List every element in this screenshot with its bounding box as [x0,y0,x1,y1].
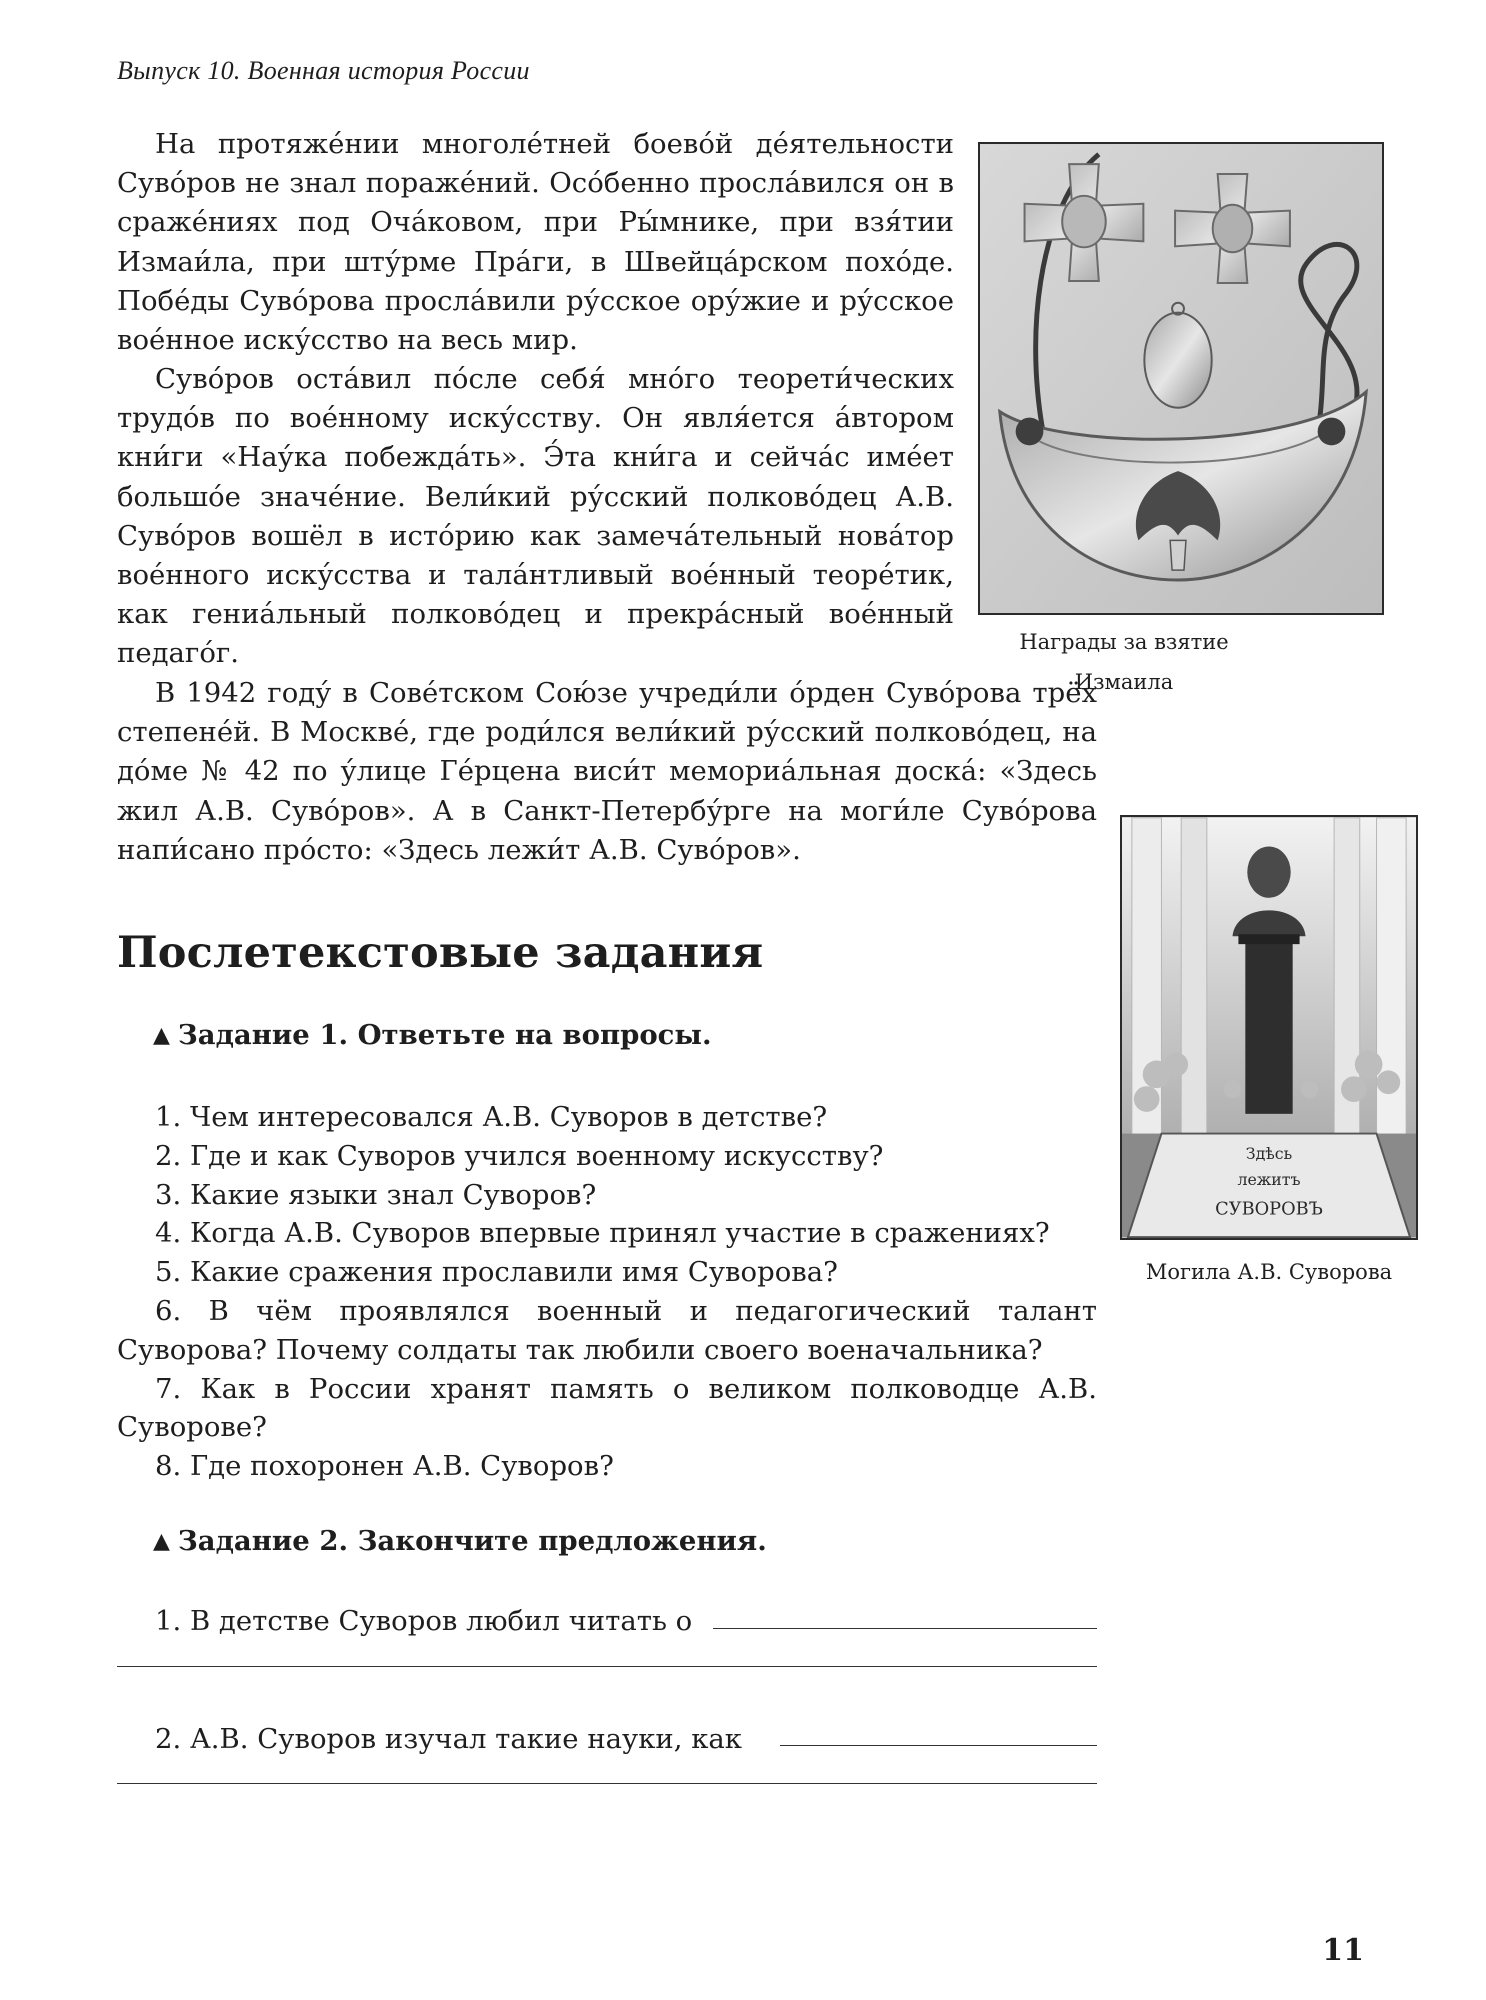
question-6: 6. В чём проявлялся военный и педагогический талант Суворова? Почему солдаты так любили своего военачальника? [117,1294,1097,1366]
task-1-heading [153,1019,712,1051]
question-7: 7. Как в России хранят память о великом полководце А.В. Суворове? [117,1372,1097,1444]
question-3: 3. Какие языки знал Суворов? [155,1178,597,1211]
triangle-icon: ▲ [153,1022,170,1048]
section-title: Послетекстовые задания [117,928,764,978]
answer-line-2a[interactable] [780,1745,1097,1746]
sentence-1: 1. В детстве Суворов любил читать о [155,1605,693,1637]
paragraph-3: В 1942 году́ в Сове́тском Сою́зе учреди́ли о́рден Суво́рова трёх степене́й. В Москве́, где роди́лся вели́кий ру́сский полково́дец, на до́ме № 42 по у́лице Ге́рцена виси́т мемориа́льная доска́: «Здесь жил А.В. Суво́ров». А в Санкт-Петербу́рге на моги́ле Суво́рова напи́сано про́сто: «Здесь лежи́т А.В. Суво́ров». [117,677,1097,866]
task-1-heading-text: Задание 1. Ответьте на вопросы. [177,1019,712,1051]
awards-caption-line-1: Награды за взятие [1019,630,1229,654]
grave-photo [1120,815,1418,1240]
question-8: 8. Где похоронен А.В. Суворов? [155,1450,614,1483]
paragraph-2: Суво́ров оста́вил по́сле себя́ мно́го теорети́ческих трудо́в по вое́нному иску́сству. Он явля́ется а́втором кни́ги «Нау́ка побежда́ть». Э́та кни́га и сейча́с име́ет большо́е значе́ние. Вели́кий ру́сский полково́дец А.В. Суво́ров вошёл в исто́рию как замеча́тельный нова́тор вое́нного иску́сства и тала́нтливый вое́нный теоре́тик, как гениа́льный полково́дец и прекра́сный вое́нный педаго́г. [117,363,954,670]
grave-inscription-line-2: лежитъ [1237,1169,1301,1189]
awards-caption-line-2: Измаила [1074,670,1174,694]
awards-photo-image [980,144,1382,613]
answer-line-2b[interactable] [117,1783,1097,1784]
answer-line-1b[interactable] [117,1666,1097,1667]
running-head: Выпуск 10. Военная история России [117,56,530,85]
awards-photo [978,142,1384,615]
paragraph-1: На протяже́нии многоле́тней боево́й де́ятельности Суво́ров не знал пораже́ний. Осо́бенно просла́вился он в сраже́ниях под Оча́ковом, при Ры́мнике, при взя́тии Измаи́ла, при шту́рме Пра́ги, в Швейца́рском похо́де. Побе́ды Суво́рова просла́вили ру́сское ору́жие и ру́сское вое́нное иску́сство на весь мир. [117,128,954,357]
grave-inscription-line-3: СУВОРОВЪ [1215,1199,1323,1220]
task-2-heading-text: Задание 2. Закончите предложения. [177,1525,767,1557]
sentence-2: 2. А.В. Суворов изучал такие науки, как [155,1723,742,1755]
grave-inscription-line-1: Здѣсь [1245,1144,1293,1164]
question-1: 1. Чем интересовался А.В. Суворов в детстве? [155,1101,828,1133]
task-2-heading [153,1525,767,1557]
grave-photo-image [1122,817,1416,1238]
task-1-questions [117,1098,1097,1486]
answer-line-1a[interactable] [713,1628,1097,1629]
question-4: 4. Когда А.В. Суворов впервые принял участие в сражениях? [155,1217,1050,1250]
grave-caption: Могила А.В. Суворова [1145,1260,1393,1284]
triangle-icon: ▲ [153,1528,170,1554]
question-5: 5. Какие сражения прославили имя Суворова? [155,1256,838,1289]
page-number: 11 [1322,1933,1364,1968]
question-2: 2. Где и как Суворов учился военному искусству? [155,1139,884,1172]
